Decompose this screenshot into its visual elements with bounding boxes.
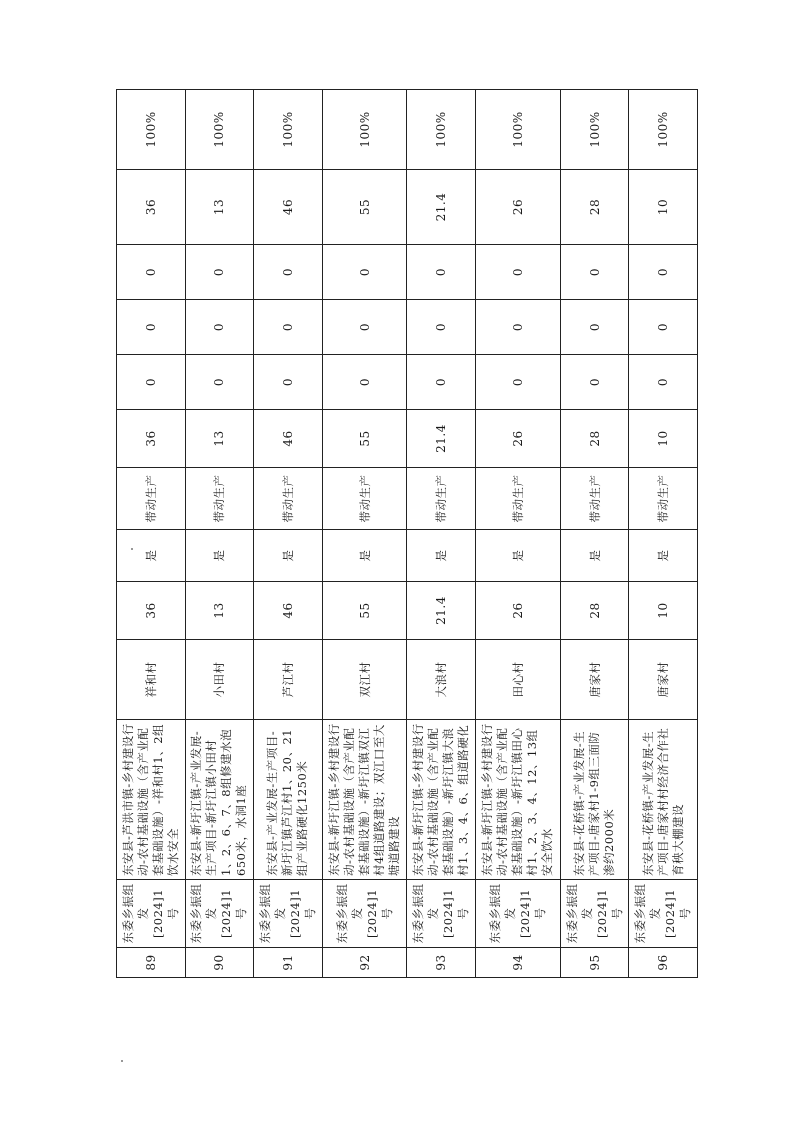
row-number: 93: [407, 948, 476, 978]
yes-flag: 是: [560, 530, 629, 582]
yes-flag: 是: [254, 530, 323, 582]
total-amount: 55: [322, 582, 407, 640]
completion-rate: 100%: [254, 90, 323, 170]
benefit-mode: 带动生产: [322, 468, 407, 530]
completed-amount: 55: [322, 170, 407, 245]
table-row: [407, 90, 476, 978]
completed-amount: 46: [254, 170, 323, 245]
document-number: 东委乡振组发[2024]1号: [322, 880, 407, 948]
benefit-mode: 带动生产: [629, 468, 698, 530]
fund-amount: 28: [560, 410, 629, 468]
fund-amount: 0: [117, 300, 186, 355]
fund-amount: 0: [254, 300, 323, 355]
yes-flag: 是: [407, 530, 476, 582]
project-description: 东安县-产业发展-生产项目-新圩江镇芦江村1、20、21组产业路硬化1250米: [254, 720, 323, 880]
fund-amount: 0: [407, 300, 476, 355]
completed-amount: 10: [629, 170, 698, 245]
village-name: 双江村: [322, 640, 407, 720]
benefit-mode: 带动生产: [475, 468, 560, 530]
completion-rate: 100%: [560, 90, 629, 170]
yes-flag: 是: [322, 530, 407, 582]
benefit-mode: 带动生产: [185, 468, 254, 530]
benefit-mode: 带动生产: [117, 468, 186, 530]
total-amount: 13: [185, 582, 254, 640]
total-amount: 36: [117, 582, 186, 640]
document-number: 东委乡振组发[2024]1号: [117, 880, 186, 948]
yes-flag: 是: [185, 530, 254, 582]
fund-amount: 0: [185, 300, 254, 355]
completed-amount: 28: [560, 170, 629, 245]
row-number: 96: [629, 948, 698, 978]
project-description: 东安县-花桥镇-产业发展-生产项目-唐家村村经济合作社育秧大棚建设: [629, 720, 698, 880]
total-amount: 28: [560, 582, 629, 640]
yes-flag: 是: [475, 530, 560, 582]
document-number: 东委乡振组发[2024]1号: [407, 880, 476, 948]
document-number: 东委乡振组发[2024]1号: [560, 880, 629, 948]
fund-amount: 0: [322, 355, 407, 410]
fund-amount: 0: [629, 355, 698, 410]
scan-dot: [121, 1060, 123, 1062]
row-number: 92: [322, 948, 407, 978]
yes-flag: 是: [117, 530, 186, 582]
project-description: 东安县-新圩江镇-乡村建设行动-农村基础设施（含产业配套基础设施）-新圩江镇田心村1、2、3、4、12、13组安全饮水: [475, 720, 560, 880]
row-number: 94: [475, 948, 560, 978]
scan-dot: [131, 548, 133, 550]
fund-amount: 0: [322, 245, 407, 300]
fund-amount: 0: [185, 355, 254, 410]
table-row: [185, 90, 254, 978]
village-name: 祥和村: [117, 640, 186, 720]
table-row: [254, 90, 323, 978]
total-amount: 46: [254, 582, 323, 640]
project-table: [116, 89, 698, 978]
total-amount: 10: [629, 582, 698, 640]
total-amount: 26: [475, 582, 560, 640]
village-name: 芦江村: [254, 640, 323, 720]
table-body: [117, 90, 698, 978]
fund-amount: 0: [475, 245, 560, 300]
completion-rate: 100%: [475, 90, 560, 170]
row-number: 91: [254, 948, 323, 978]
document-number: 东委乡振组发[2024]1号: [629, 880, 698, 948]
project-description: 东安县-芦洪市镇-乡村建设行动-农村基础设施（含产业配套基础设施）-祥和村1、2组饮水安全: [117, 720, 186, 880]
table-frame: [116, 90, 698, 978]
village-name: 大浪村: [407, 640, 476, 720]
completion-rate: 100%: [117, 90, 186, 170]
fund-amount: 0: [254, 245, 323, 300]
fund-amount: 0: [560, 300, 629, 355]
village-name: 唐家村: [629, 640, 698, 720]
completed-amount: 36: [117, 170, 186, 245]
fund-amount: 0: [117, 245, 186, 300]
fund-amount: 0: [322, 300, 407, 355]
fund-amount: 55: [322, 410, 407, 468]
fund-amount: 0: [407, 245, 476, 300]
total-amount: 21.4: [407, 582, 476, 640]
fund-amount: 0: [629, 300, 698, 355]
benefit-mode: 带动生产: [560, 468, 629, 530]
row-number: 95: [560, 948, 629, 978]
fund-amount: 26: [475, 410, 560, 468]
table-row: [475, 90, 560, 978]
completed-amount: 13: [185, 170, 254, 245]
fund-amount: 0: [117, 355, 186, 410]
document-number: 东委乡振组发[2024]1号: [475, 880, 560, 948]
fund-amount: 0: [560, 245, 629, 300]
fund-amount: 21.4: [407, 410, 476, 468]
completed-amount: 21.4: [407, 170, 476, 245]
village-name: 小田村: [185, 640, 254, 720]
fund-amount: 0: [254, 355, 323, 410]
table-row: [322, 90, 407, 978]
table-row: [629, 90, 698, 978]
project-description: 东安县-新圩江镇-乡村建设行动-农村基础设施（含产业配套基础设施）-新圩江镇双江村4组道路建设；双江口至大塘道路建设: [322, 720, 407, 880]
benefit-mode: 带动生产: [407, 468, 476, 530]
row-number: 90: [185, 948, 254, 978]
table-row: [117, 90, 186, 978]
fund-amount: 0: [560, 355, 629, 410]
village-name: 唐家村: [560, 640, 629, 720]
fund-amount: 36: [117, 410, 186, 468]
fund-amount: 0: [407, 355, 476, 410]
fund-amount: 46: [254, 410, 323, 468]
project-description: 东安县-新圩江镇-乡村建设行动-农村基础设施（含产业配套基础设施）-新圩江镇大浪村1、3、4、6、组道路硬化: [407, 720, 476, 880]
project-description: 东安县-新圩江镇-产业发展-生产项目-新圩江镇小田村1、2、6、7、8组修建水泡650米，水洞1座: [185, 720, 254, 880]
village-name: 田心村: [475, 640, 560, 720]
project-description: 东安县-花桥镇-产业发展-生产项目-唐家村1-9组三面防渗约2000米: [560, 720, 629, 880]
row-number: 89: [117, 948, 186, 978]
completion-rate: 100%: [322, 90, 407, 170]
completion-rate: 100%: [407, 90, 476, 170]
document-number: 东委乡振组发[2024]1号: [185, 880, 254, 948]
rotated-table-container: [116, 90, 698, 978]
fund-amount: 13: [185, 410, 254, 468]
fund-amount: 0: [185, 245, 254, 300]
fund-amount: 10: [629, 410, 698, 468]
completed-amount: 26: [475, 170, 560, 245]
fund-amount: 0: [475, 300, 560, 355]
fund-amount: 0: [629, 245, 698, 300]
completion-rate: 100%: [629, 90, 698, 170]
document-number: 东委乡振组发[2024]1号: [254, 880, 323, 948]
yes-flag: 是: [629, 530, 698, 582]
fund-amount: 0: [475, 355, 560, 410]
benefit-mode: 带动生产: [254, 468, 323, 530]
table-row: [560, 90, 629, 978]
completion-rate: 100%: [185, 90, 254, 170]
